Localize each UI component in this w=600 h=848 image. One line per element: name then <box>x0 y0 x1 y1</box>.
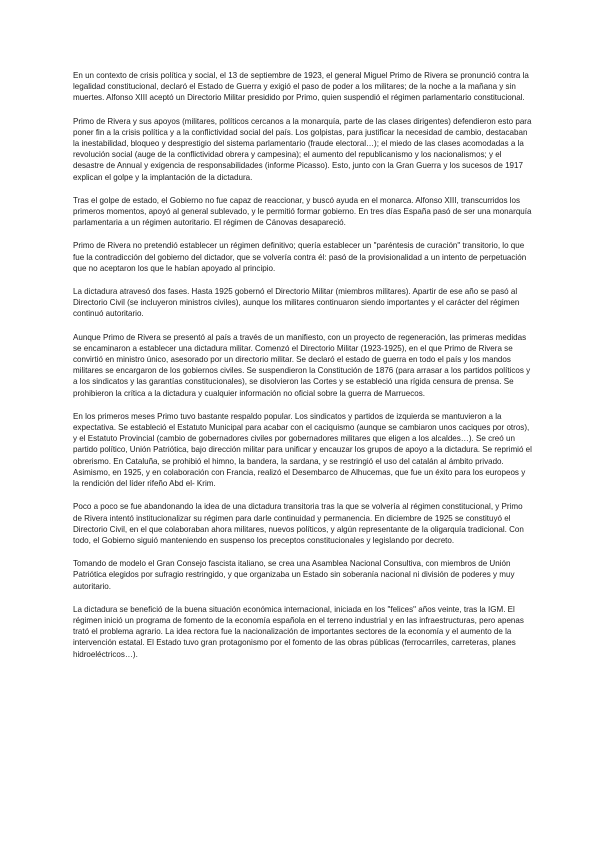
paragraph-asamblea-nacional: Tomando de modelo el Gran Consejo fascista italiano, se crea una Asamblea Nacional Consultiva, con miembros de Unión Patriótica elegidos por sufragio restringido, y que organizaba un Estado sin soberanía nacional ni división de poderes y muy autoritario. <box>73 559 515 591</box>
paragraph-primeros-meses: En los primeros meses Primo tuvo bastante respaldo popular. Los sindicatos y partidos de izquierda se mantuvieron a la expectativa. Se estableció el Estatuto Municipal para acabar con el caciquismo (aunque se cambiaron unos caciques por otros), y el Estatuto Provincial (cambio de gobernadores civiles por gobernadores militares que eligen a los alcaldes…). Se creó un partido político, Unión Patriótica, bajo dirección militar para unificar y encauzar los grupos de apoyo a la dictadura. Se reprimió el obrerismo. En Cataluña, se prohibió el himno, la bandera, la sardana, y se restringió el uso del catalán al ámbito privado. Asimismo, en 1925, y en colaboración con Francia, realizó el Desembarco de Alhucemas, que fue un éxito para los europeos y la rendición del líder rifeño Abd el- Krim. <box>73 411 532 489</box>
paragraph-fases: La dictadura atravesó dos fases. Hasta 1925 gobernó el Directorio Militar (miembros militares). Apartir de ese año se pasó al Directorio Civil (se incluyeron ministros civiles), aunque los militares continuaron siendo importantes y el carácter del régimen continuó autoritario. <box>73 287 520 319</box>
paragraph-economia: La dictadura se benefició de la buena situación económica internacional, iniciada en los "felices" años veinte, tras la IGM. El régimen inició un programa de fomento de la economía española en el terreno industrial y en las infraestructuras, pero apenas trató el problema agrario. La idea rectora fue la nacionalización de importantes sectores de la economía y el aumento de la intervención estatal. El Estado tuvo gran protagonismo por el fomento de las obras públicas (ferrocarriles, carreteras, planes hidroeléctricos…). <box>73 604 524 659</box>
paragraph-directorio-militar: Aunque Primo de Rivera se presentó al país a través de un manifiesto, con un proyecto de regeneración, las primeras medidas se encaminaron a establecer una dictadura militar. Comenzó el Directorio Militar (1923-1925), en el que Primo de Rivera se convirtió en ministro único, asesorado por un directorio militar. Se declaró el estado de guerra en todo el país y los mandos militares se encargaron de los gobiernos civiles. Se suspendieron la Constitución de 1876 (para arrasar a los partidos políticos y a los sindicatos y las garantías constitucionales), se disolvieron las Cortes y se estableció una rígida censura de prensa. Se prohibieron la crítica a la dictadura y cualquier información no oficial sobre la guerra de Marruecos. <box>73 332 531 398</box>
paragraph-directorio-civil: Poco a poco se fue abandonando la idea de una dictadura transitoria tras la que se volvería al régimen constitucional, y Primo de Rivera intentó institucionalizar su régimen para darle continuidad y permanencia. En diciembre de 1925 se constituyó el Directorio Civil, en el que colaboraban ahora militares, nuevos políticos, y algún representante de la oligarquía tradicional. Con todo, el Gobierno siguió manteniendo en suspenso los preceptos constitucionales y legislando por decreto. <box>73 502 524 545</box>
paragraph-apoyos: Primo de Rivera y sus apoyos (militares, políticos cercanos a la monarquía, parte de las clases dirigentes) defendieron esto para poner fin a la crisis política y a la conflictividad social del país. Los golpistas, para justificar la necesidad de cambio, destacaban la inestabilidad, bloqueo y desprestigio del sistema parlamentario (fraude electoral…); el miedo de las clases acomodadas a la revolución social (auge de la conflictividad obrera y campesina); el aumento del republicanismo y los nacionalismos; y el desastre de Annual y exigencia de responsabilidades (informe Picasso). Esto, junto con la Gran Guerra y los sucesos de 1917 explican el golpe y la implantación de la dictadura. <box>73 116 532 182</box>
document-body <box>73 70 533 672</box>
paragraph-reaccion-gobierno: Tras el golpe de estado, el Gobierno no fue capaz de reaccionar, y buscó ayuda en el monarca. Alfonso XIII, transcurridos los primeros momentos, apoyó al general sublevado, y le permitió formar gobierno. En tres días España pasó de ser una monarquía parlamentaria a un régimen autoritario. El régimen de Cánovas desapareció. <box>73 195 532 228</box>
paragraph-golpe: En un contexto de crisis política y social, el 13 de septiembre de 1923, el general Miguel Primo de Rivera se pronunció contra la legalidad constitucional, declaró el Estado de Guerra y exigió el paso de poder a los militares; de la noche a la mañana y sin muertes. Alfonso XIII aceptó un Directorio Militar presidido por Primo, quien suspendió el régimen parlamentario constitucional. <box>73 71 529 103</box>
paragraph-parentesis: Primo de Rivera no pretendió establecer un régimen definitivo; quería establecer un "paréntesis de curación" transitorio, lo que fue la contradicción del gobierno del dictador, que se volvería contra él: pasó de la provisionalidad a un intento de perpetuación que no aceptaron los que le habían apoyado al principio. <box>73 241 527 273</box>
